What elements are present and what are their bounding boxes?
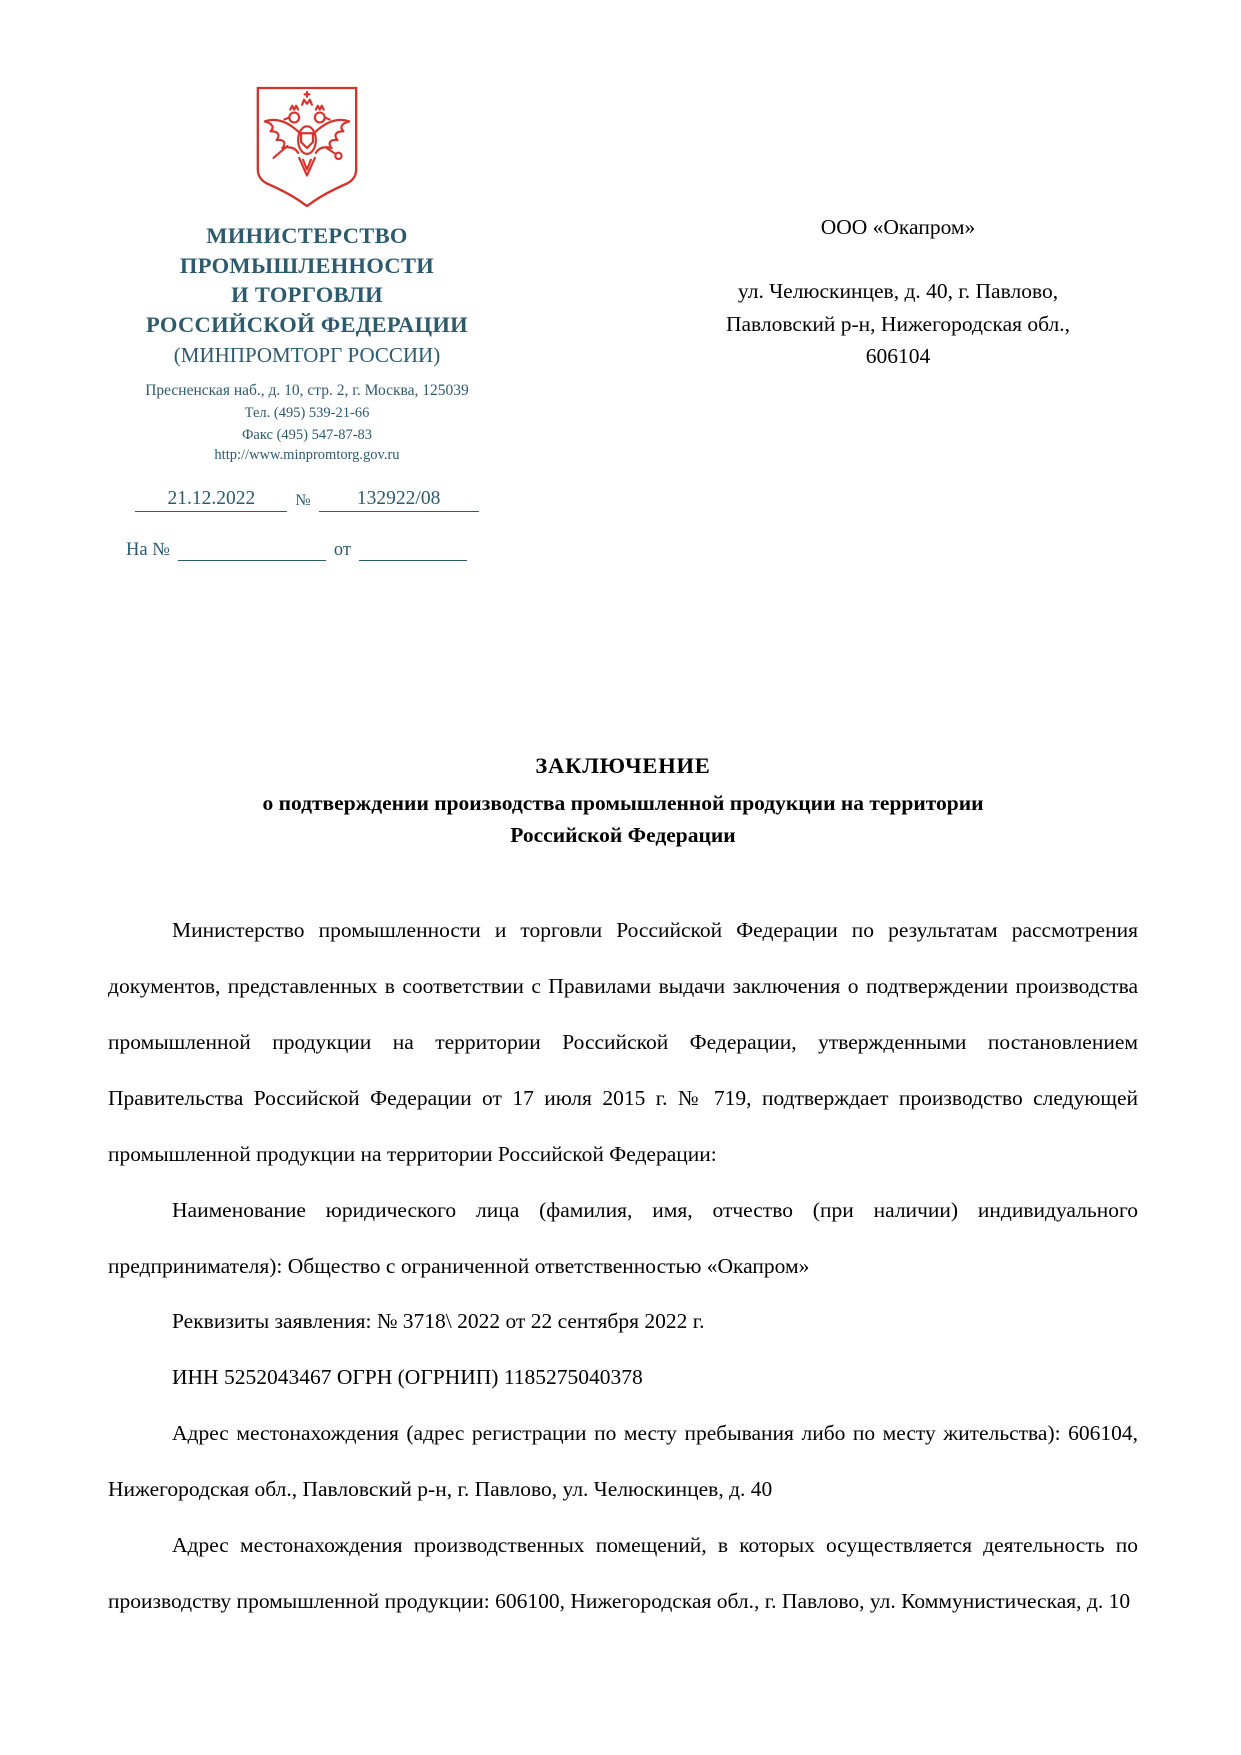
body-paragraph: Министерство промышленности и торговли Российской Федерации по результатам рассмотрения документов, представленных в соответствии с Правилами выдачи заключения о подтверждении производства промышленной продукции на территории Российской Федерации, утвержденными постановлением Правительства Российской Федерации от 17 июля 2015 г. № 719, подтверждает производство следующей промышленной продукции на территории Российской Федерации: [108,918,1138,1166]
document-header [108,85,1138,561]
body-paragraph: Наименование юридического лица (фамилия, имя, отчество (при наличии) индивидуального предпринимателя): Общество с ограниченной ответственностью «Окапром» [108,1197,1138,1278]
reference-date-blank [359,538,467,561]
document-number: 132922/08 [319,488,479,512]
ministry-short-name: (МИНПРОМТОРГ РОССИИ) [173,342,441,367]
ministry-name-line: МИНИСТЕРСТВО [206,223,408,248]
number-sign: № [295,491,311,509]
ministry-name-line: РОССИЙСКОЙ ФЕДЕРАЦИИ [146,312,468,338]
recipient-address-line: Павловский р-н, Нижегородская обл., [725,311,1071,336]
coat-of-arms-eagle-icon [248,85,366,209]
ministry-letterhead [108,85,506,561]
body-paragraph: Адрес местонахождения производственных помещений, в которых осуществляется деятельность по производству промышленной продукции: 606100, Нижегородская обл., г. Павлово, ул. Коммунистическая, д. 10 [108,1533,1138,1613]
recipient-name: ООО «Окапром» [820,215,976,239]
recipient-address-line: ул. Челюскинцев, д. 40, г. Павлово, [737,279,1059,304]
reference-label: На № [126,539,170,560]
recipient-block [658,85,1138,372]
document-date-number-row [108,488,506,512]
document-subtitle [108,787,1138,852]
ministry-address: Пресненская наб., д. 10, стр. 2, г. Москва, 125039 [145,381,469,399]
document-subtitle-line: Российской Федерации [510,823,736,847]
ministry-website: http://www.minpromtorg.gov.ru [214,446,400,463]
body-paragraph: ИНН 5252043467 ОГРН (ОГРНИП) 1185275040378 [172,1365,643,1390]
ministry-fax: Факс (495) 547-87-83 [241,426,373,443]
ministry-name-line: И ТОРГОВЛИ [231,282,383,308]
reference-number-blank [178,538,326,561]
body-paragraph: Реквизиты заявления: № 3718\ 2022 от 22 сентября 2022 г. [172,1309,705,1334]
ministry-name-line: ПРОМЫШЛЕННОСТИ [179,252,435,278]
document-title-block [108,753,1138,852]
reference-row [108,538,506,561]
ministry-name [108,221,506,340]
document-title: ЗАКЛЮЧЕНИЕ [535,752,711,778]
reference-from-label: от [333,539,351,560]
body-paragraph: Адрес местонахождения (адрес регистрации по месту пребывания либо по месту жительства): 606104, Нижегородская обл., Павловский р-н, г. Павлово, ул. Челюскинцев, д. 40 [108,1421,1138,1502]
document-subtitle-line: о подтверждении производства промышленной продукции на территории [262,790,984,815]
ministry-phone: Тел. (495) 539-21-66 [244,404,370,421]
document-date: 21.12.2022 [135,488,287,512]
recipient-address-line: 606104 [865,343,931,368]
document-body [108,903,1138,1630]
